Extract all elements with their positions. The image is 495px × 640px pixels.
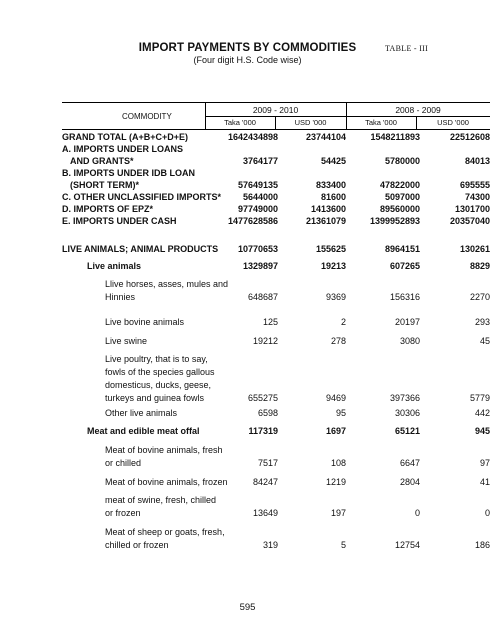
- commodity-header: COMMODITY: [122, 112, 172, 121]
- row-value: 397366: [389, 393, 420, 403]
- row-value: 81600: [320, 192, 346, 202]
- row-value: 0: [414, 508, 420, 518]
- row-value: 319: [262, 540, 278, 550]
- row-value: 9469: [325, 393, 346, 403]
- row-value: 21361079: [305, 216, 346, 226]
- row-value: 89560000: [379, 204, 420, 214]
- row-value: 47822000: [379, 180, 420, 190]
- row-label: Meat of sheep or goats, fresh,: [105, 527, 225, 537]
- row-label: Other live animals: [105, 408, 178, 418]
- row-value: 1329897: [242, 261, 278, 271]
- row-value: 125: [262, 317, 278, 327]
- row-value: 186: [474, 540, 490, 550]
- row-label: fowls of the species gallous: [105, 367, 215, 377]
- row-value: 3080: [399, 336, 420, 346]
- row-label: domesticus, ducks, geese,: [105, 380, 212, 390]
- row-value: 54425: [320, 156, 346, 166]
- row-value: 19213: [320, 261, 346, 271]
- period-2008-2009: 2008 - 2009: [395, 105, 441, 115]
- row-value: 833400: [315, 180, 346, 190]
- row-label: E. IMPORTS UNDER CASH: [62, 216, 177, 226]
- row-value: 5: [340, 540, 346, 550]
- row-value: 2804: [399, 477, 420, 487]
- row-value: 84013: [464, 156, 490, 166]
- row-value: 130261: [459, 244, 490, 254]
- row-label: Meat and edible meat offal: [87, 426, 200, 436]
- row-value: 45: [479, 336, 490, 346]
- row-value: 117319: [248, 426, 278, 436]
- row-value: 108: [330, 458, 346, 468]
- row-value: 1413600: [310, 204, 346, 214]
- row-value: 65121: [394, 426, 420, 436]
- row-value: 695555: [459, 180, 490, 190]
- row-value: 1477628586: [227, 216, 278, 226]
- unit-taka-2: Taka '000: [365, 118, 397, 127]
- row-value: 97: [479, 458, 490, 468]
- row-value: 648687: [247, 292, 278, 302]
- table-header: [62, 102, 490, 130]
- row-label: D. IMPORTS OF EPZ*: [62, 204, 154, 214]
- row-value: 2: [340, 317, 346, 327]
- row-value: 1642434898: [227, 132, 278, 142]
- row-value: 57649135: [237, 180, 278, 190]
- row-value: 293: [474, 317, 490, 327]
- row-value: 607265: [389, 261, 420, 271]
- unit-usd-1: USD '000: [294, 118, 327, 127]
- row-value: 9369: [325, 292, 346, 302]
- table-tag: TABLE - III: [385, 44, 429, 53]
- row-label: or chilled: [105, 458, 142, 468]
- row-value: 20357040: [449, 216, 490, 226]
- row-label: Live bovine animals: [105, 317, 185, 327]
- row-value: 655275: [247, 393, 278, 403]
- page-subtitle: (Four digit H.S. Code wise): [193, 55, 302, 65]
- row-label: meat of swine, fresh, chilled: [105, 495, 217, 505]
- row-label: Hinnies: [105, 292, 136, 302]
- row-value: 97749000: [237, 204, 278, 214]
- row-value: 74300: [464, 192, 490, 202]
- row-label: or frozen: [105, 508, 141, 518]
- row-value: 0: [484, 508, 490, 518]
- row-label: chilled or frozen: [105, 540, 169, 550]
- row-value: 10770653: [237, 244, 278, 254]
- row-value: 945: [474, 426, 490, 436]
- row-value: 6647: [399, 458, 420, 468]
- row-label: A. IMPORTS UNDER LOANS: [62, 144, 184, 154]
- row-value: 1219: [325, 477, 346, 487]
- row-value: 1399952893: [369, 216, 420, 226]
- row-value: 84247: [252, 477, 278, 487]
- row-label: GRAND TOTAL (A+B+C+D+E): [62, 132, 189, 142]
- row-label: Live swine: [105, 336, 148, 346]
- row-value: 442: [474, 408, 490, 418]
- row-value: 278: [330, 336, 346, 346]
- row-value: 8964151: [384, 244, 420, 254]
- row-value: 19212: [252, 336, 278, 346]
- row-label: turkeys and guinea fowls: [105, 393, 205, 403]
- row-value: 1548211893: [370, 132, 420, 142]
- row-label: Llive horses, asses, mules and: [105, 279, 229, 289]
- row-value: 41: [479, 477, 490, 487]
- row-value: 5780000: [384, 156, 420, 166]
- row-label: LIVE ANIMALS; ANIMAL PRODUCTS: [62, 244, 219, 254]
- unit-taka-1: Taka '000: [224, 118, 256, 127]
- row-value: 3764177: [242, 156, 278, 166]
- row-value: 22512608: [449, 132, 490, 142]
- row-value: 30306: [394, 408, 420, 418]
- row-label: Live poultry, that is to say,: [105, 354, 208, 364]
- row-value: 197: [330, 508, 346, 518]
- row-value: 2270: [469, 292, 490, 302]
- row-value: 1697: [325, 426, 346, 436]
- row-value: 23744104: [305, 132, 346, 142]
- row-value: 13649: [252, 508, 278, 518]
- row-value: 20197: [394, 317, 420, 327]
- row-label: Live animals: [87, 261, 142, 271]
- row-label: C. OTHER UNCLASSIFIED IMPORTS*: [62, 192, 222, 202]
- period-2009-2010: 2009 - 2010: [252, 105, 299, 115]
- row-value: 6598: [257, 408, 278, 418]
- row-value: 155625: [315, 244, 346, 254]
- page-number: 595: [239, 602, 256, 613]
- row-value: 95: [335, 408, 346, 418]
- page-title: IMPORT PAYMENTS BY COMMODITIES: [138, 42, 357, 54]
- unit-usd-2: USD '000: [437, 118, 469, 127]
- row-value: 7517: [257, 458, 278, 468]
- row-value: 5644000: [242, 192, 278, 202]
- row-value: 156316: [389, 292, 420, 302]
- row-label: (SHORT TERM)*: [70, 180, 139, 190]
- row-value: 12754: [394, 540, 420, 550]
- row-value: 5779: [469, 393, 490, 403]
- row-label: AND GRANTS*: [70, 156, 134, 166]
- row-label: B. IMPORTS UNDER IDB LOAN: [62, 168, 196, 178]
- row-label: Meat of bovine animals, frozen: [105, 477, 228, 487]
- row-value: 1301700: [454, 204, 490, 214]
- row-label: Meat of bovine animals, fresh: [105, 445, 223, 455]
- row-value: 5097000: [384, 192, 420, 202]
- row-value: 8829: [469, 261, 490, 271]
